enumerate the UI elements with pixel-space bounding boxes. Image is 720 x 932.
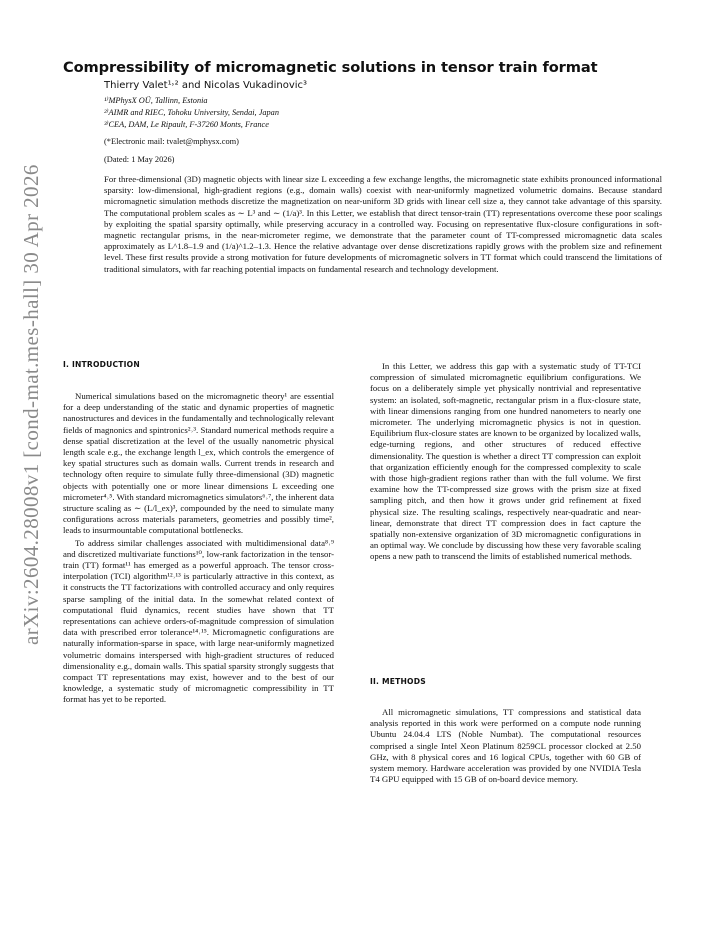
email-note: (*Electronic mail: tvalet@mphysx.com) (104, 137, 239, 146)
paragraph: All micromagnetic simulations, TT compressions and statistical data analysis reported in this work were performed on a compute node running Ubuntu 24.04.4 LTS (Noble Numbat). The computational resources comprised a single Intel Xeon Platinum 8259CL processor clocked at 2.50 GHz, with 8 physical cores and 16 logical CPUs, together with 60 GB of system memory. Hardware acceleration was provided by one NVIDIA Tesla T4 GPU equipped with 15 GB of on-board device memory. (370, 707, 641, 785)
paragraph: In this Letter, we address this gap with a systematic study of TT-TCI compression of simulated micromagnetic equilibrium configurations. We focus on a deliberately simple yet physically nontrivial and representative system: an isolated, soft-magnetic, rectangular prism in a flux-closure state, with linear dimensions ranging from one hundred nanometers to nearly one micrometer. The underlying micromagnetic physics is not in question. Equilibrium flux-closure states are known to be organized by localized walls, edge-turning regions, and other structures of reduced effective dimensionality. The question is whether a direct TT compression can exploit that organization efficiently enough for the compressed complexity to scale with those high-gradient regions rather than with the full volume. We first examine how the TT-compressed size grows with the prism size at fixed sampling pitch, and then how it grows under grid refinement at fixed physical size. The resulting scalings, respectively near-quadratic and near-linear, demonstrate that direct TT compression does in fact capture the spatially non-extensive organization of 3D micromagnetic configurations in an optimal way. We conclude by discussing how these very favorable scaling opens a new path to transcend the limits of established numerical methods. (370, 361, 641, 562)
affiliation-1: ¹⁾MPhysX OÜ, Tallinn, Estonia (104, 96, 208, 105)
abstract: For three-dimensional (3D) magnetic objects with linear size L exceeding a few exchange lengths, the micromagnetic state exhibits pronounced informational sparsity: low-dimensional, high-gradient regions (e.g., domain walls) coexist with near-uniformly magnetized volumetric domains. Because standard micromagnetic simulation methods discretize the magnetization on near-uniform 3D grids with linear cell size a, they cannot take advantage of this sparsity. The computational problem scales as ∼ L³ and ∼ (1/a)³. In this Letter, we establish that direct tensor-train (TT) representations overcome these poor scalings by exploiting the spatial sparsity optimally, while preserving accuracy in a controlled way. Focusing on representative flux-closure configurations in soft-magnetic rectangular prisms, in the near-micrometer regime, we demonstrate that the parameter count of TT-compressed micromagnetic data scales approximately as L^1.8–1.9 and (1/a)^1.2–1.3. Hence the relative advantage over dense discretizations rapidly grows with the problem size and refinement level. These first results provide a strong motivation for future developments of micromagnetic solvers in TT format which could transcend the limitations of traditional simulators, with far reaching potential impacts on fundamental research and technology development. (104, 174, 662, 274)
authors: Thierry Valet¹˒² and Nicolas Vukadinovic³ (104, 80, 308, 91)
right-column-intro (370, 361, 641, 563)
affiliation-3: ³⁾CEA, DAM, Le Ripault, F-37260 Monts, France (104, 120, 269, 129)
arxiv-side-identifier: arXiv:2604.28008v1 [cond-mat.mes-hall] 30 Apr 2026 (19, 164, 43, 645)
paper-title: Compressibility of micromagnetic solutions in tensor train format (63, 59, 598, 76)
dated-line: (Dated: 1 May 2026) (104, 155, 175, 164)
left-column (63, 391, 334, 706)
right-column-methods (370, 707, 641, 785)
paragraph: Numerical simulations based on the micromagnetic theory¹ are essential for a deep understanding of the static and dynamic properties of magnetic nanostructures and devices in the fundamentally and technologically relevant fields of magnonics and spintronics²˒³. Standard numerical methods require a dense spatial discretization at the level of the usually nanometric physical length scale e.g., the exchange length l_ex, which controls the emergence of key spatial structures such as domain walls. Current trends in research and technology often require to simulate fully three-dimensional (3D) magnetic objects with potentially one or more linear dimensions L exceeding one micrometer⁴˒⁵. With standard micromagnetics simulators⁶˒⁷, the inherent data structure scaling as ∼ (L/l_ex)³, compounded by the need to simulate many configurations across materials parameters, geometries and possibly time², leads to insurmountable computational bottlenecks. (63, 391, 334, 536)
paragraph: To address similar challenges associated with multidimensional data⁸˒⁹ and discretized multivariate functions¹⁰, low-rank factorization in the tensor-train (TT) format¹¹ has emerged as a powerful approach. The tensor cross-interpolation (TCI) algorithm¹²˒¹³ is particularly attractive in this context, as it constructs the TT factorizations with controlled accuracy and only requires sparse sampling of the initial data. In the somewhat related context of computational fluid dynamics, recent studies have shown that TT representations can achieve orders-of-magnitude compression of simulation data with prescribed error tolerance¹⁴˒¹⁵. Micromagnetic configurations are naturally information-sparse in space, with large near-uniformly magnetized volumetric domains interspersed with high-gradient structures of reduced dimensionality e.g., domain walls. This spatial sparsity strongly suggests that compact TT representations may exist, however and to the best of our knowledge, a systematic study of micromagnetic compressibility in TT format has yet to be reported. (63, 537, 334, 705)
section-heading-introduction: I. INTRODUCTION (63, 360, 140, 369)
affiliation-2: ²⁾AIMR and RIEC, Tohoku University, Sendai, Japan (104, 108, 279, 117)
section-heading-methods: II. METHODS (370, 677, 426, 686)
